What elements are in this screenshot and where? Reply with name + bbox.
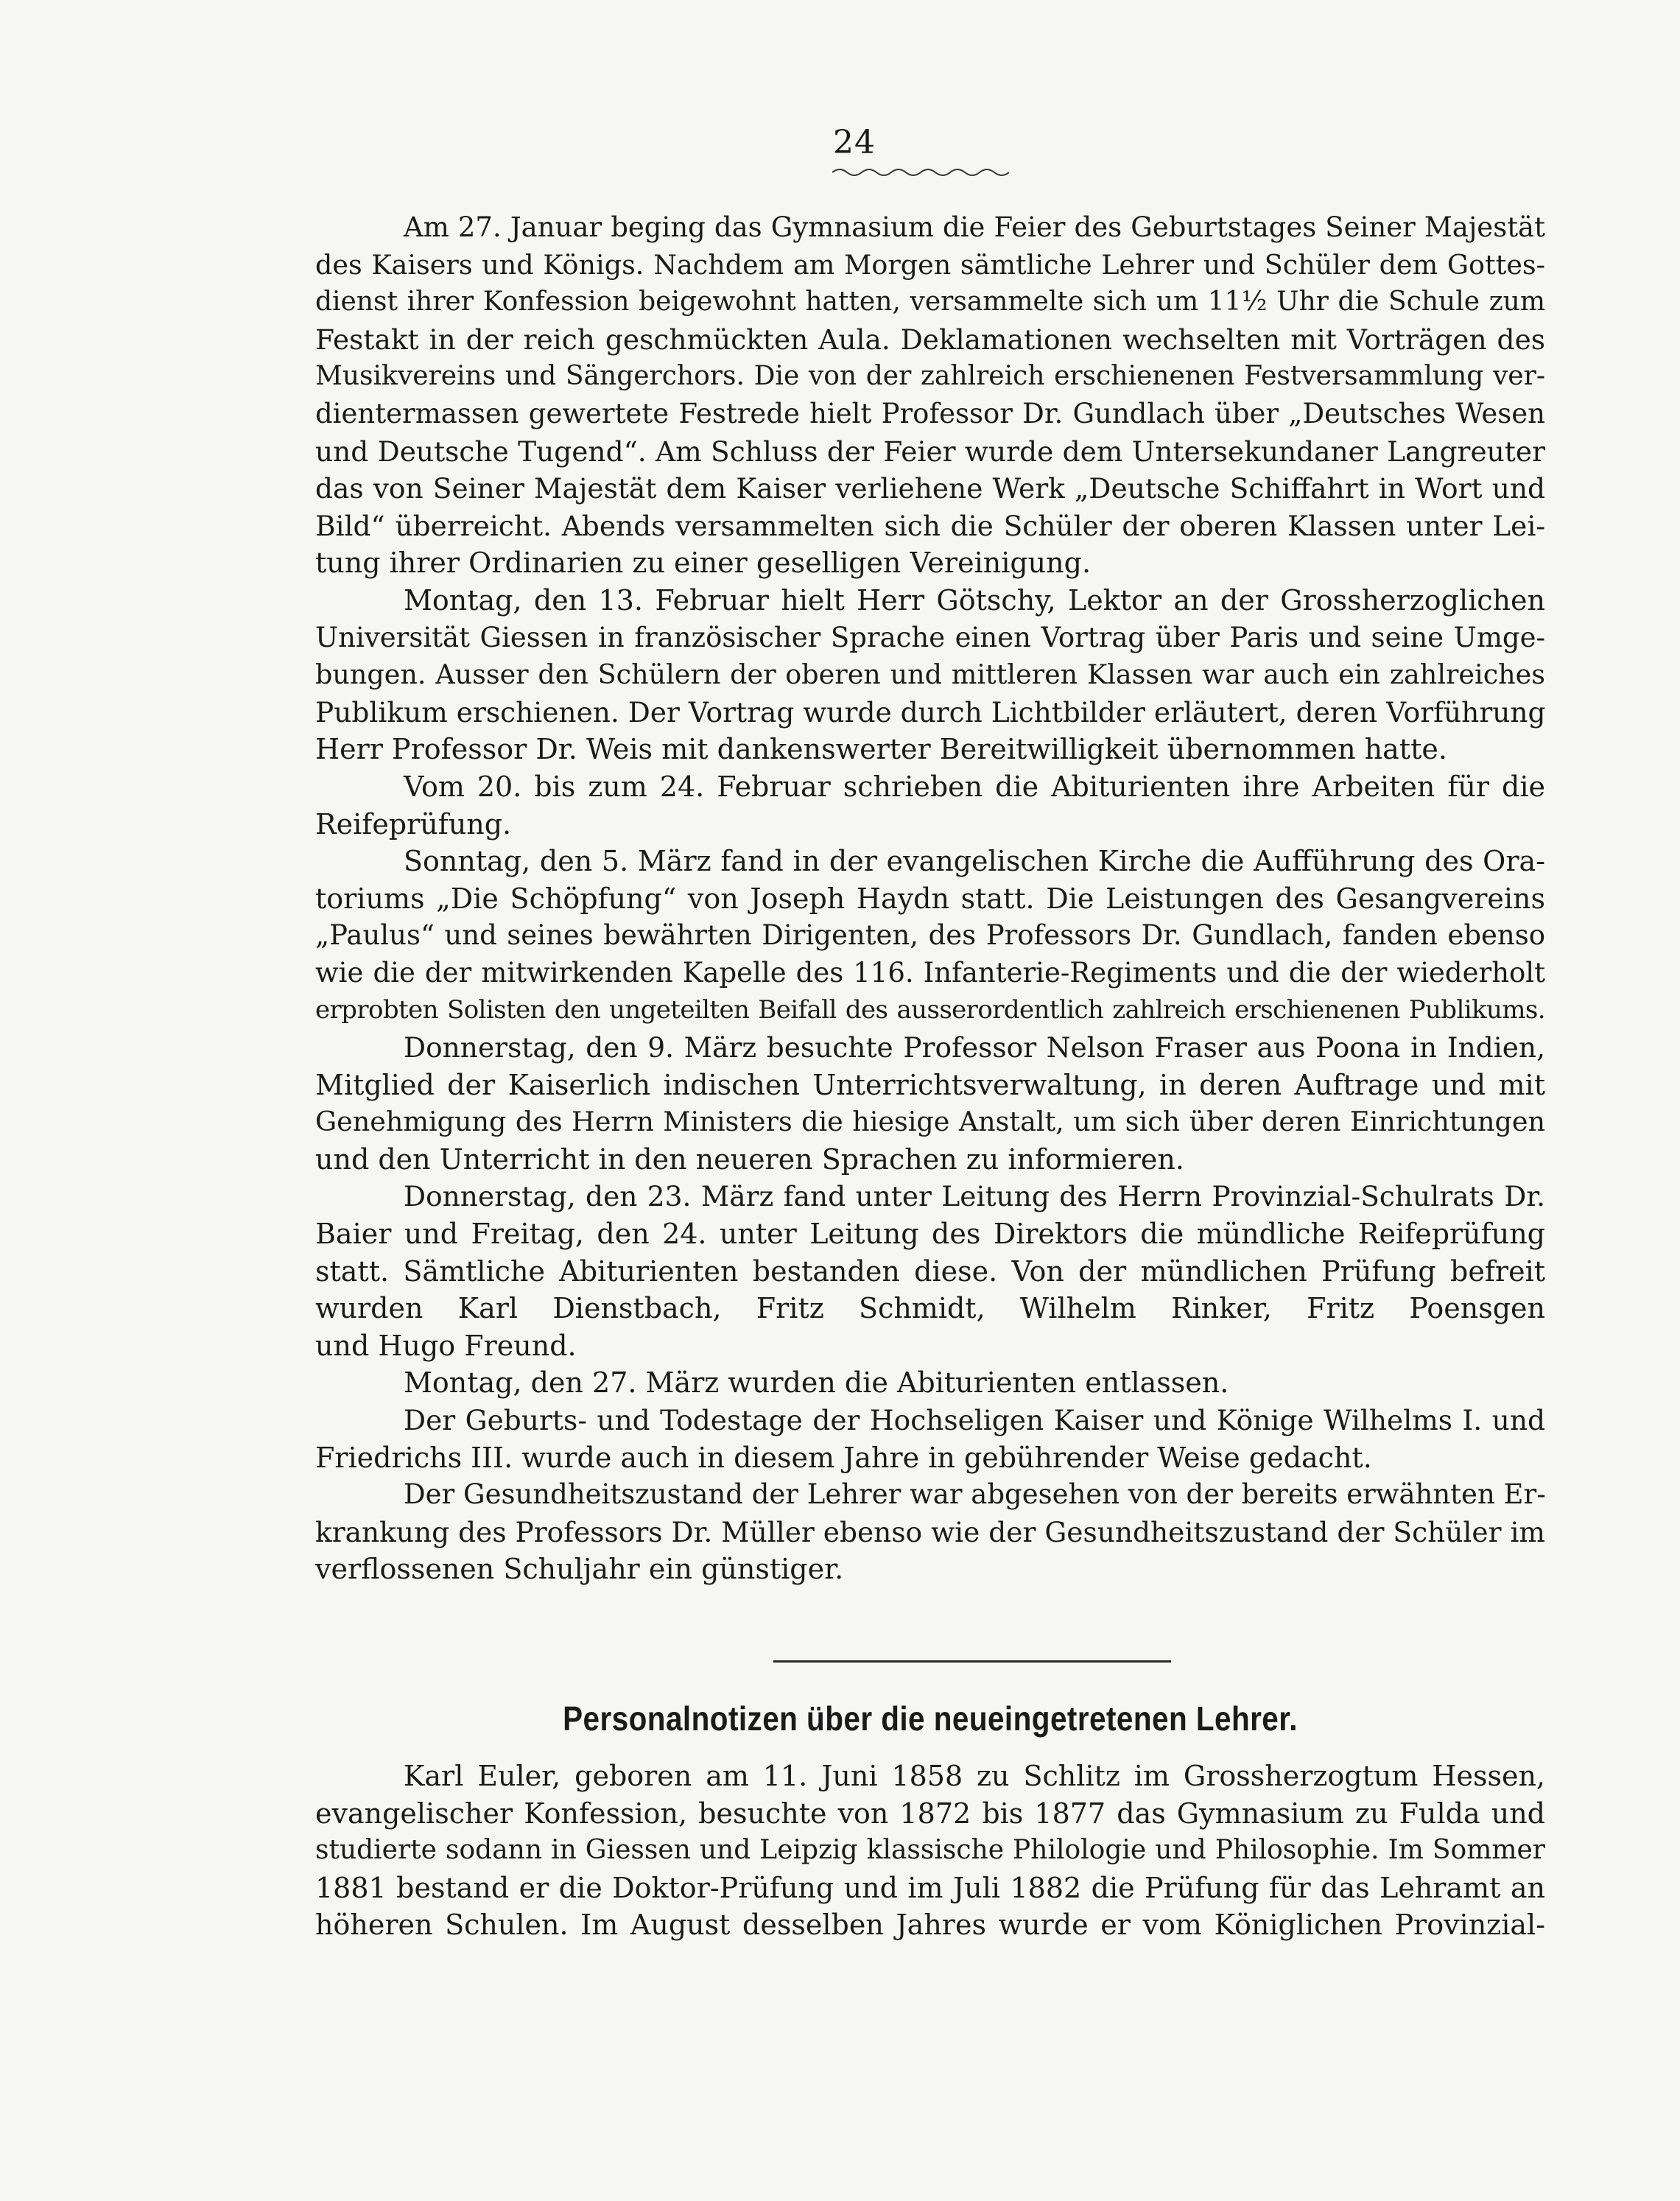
text-line: und Hugo Freund. <box>315 1329 577 1362</box>
text-line: Publikum erschienen. Der Vortrag wurde durch Lichtbilder erläutert, deren Vorführung <box>315 695 1546 729</box>
text-line: höheren Schulen. Im August desselben Jahres wurde er vom Königlichen Provinzial- <box>315 1909 1545 1942</box>
text-line: verflossenen Schuljahr ein günstiger. <box>315 1553 844 1586</box>
text-line: 1881 bestand er die Doktor-Prüfung und im Juli 1882 die Prüfung für das Lehramt an <box>315 1871 1545 1904</box>
text-line: Der Gesundheitszustand der Lehrer war abgesehen von der bereits erwähnten Er- <box>404 1478 1546 1511</box>
text-line: toriums „Die Schöpfung“ von Joseph Haydn statt. Die Leistungen des Gesangvereins <box>315 882 1545 915</box>
text-line: studierte sodann in Giessen und Leipzig klassische Philologie und Philosophie. Im Sommer <box>315 1835 1545 1866</box>
text-line: krankung des Professors Dr. Müller ebenso wie der Gesundheitszustand der Schüler im <box>315 1515 1545 1548</box>
text-line: Genehmigung des Herrn Ministers die hiesige Anstalt, um sich über deren Einrichtungen <box>315 1106 1545 1138</box>
text-line: Universität Giessen in französischer Sprache einen Vortrag über Paris und seine Umge- <box>315 621 1545 653</box>
text-line: dientermassen gewertete Festrede hielt Professor Dr. Gundlach über „Deutsches Wesen <box>315 397 1545 429</box>
section-heading: Personalnotizen über die neueingetretenen Lehrer. <box>563 1699 1298 1738</box>
paragraph-oratorio <box>315 843 1545 1029</box>
paragraph-dismissal <box>315 1364 1545 1402</box>
text-line: erprobten Solisten den ungeteilten Beifall des ausserordentlich zahlreich erschienenen Publikums. <box>315 995 1545 1025</box>
paragraph-written-exams <box>315 768 1545 843</box>
text-line: das von Seiner Majestät dem Kaiser verliehene Werk „Deutsche Schiffahrt in Wort und <box>315 472 1545 505</box>
paragraph-commemoration <box>315 1402 1545 1476</box>
text-line: Am 27. Januar beging das Gymnasium die Feier des Geburtstages Seiner Majestät <box>404 211 1545 243</box>
text-line: tung ihrer Ordinarien zu einer geselligen Vereinigung. <box>315 547 1092 580</box>
text-line: des Kaisers und Königs. Nachdem am Morgen sämtliche Lehrer und Schüler dem Gottes- <box>315 248 1545 281</box>
text-line: Musikvereins und Sängerchors. Die von der zahlreich erschienenen Festversammlung ver- <box>315 361 1545 392</box>
text-line: wurden Karl Dienstbach, Fritz Schmidt, Wilhelm Rinker, Fritz Poensgen <box>315 1292 1545 1325</box>
page-number-ornament <box>832 166 1009 178</box>
text-line: Mitglied der Kaiserlich indischen Unterrichtsverwaltung, in deren Auftrage und mit <box>315 1068 1545 1101</box>
text-line: Reifeprüfung. <box>315 807 512 840</box>
text-line: Vom 20. bis zum 24. Februar schrieben die Abiturienten ihre Arbeiten für die <box>404 770 1545 803</box>
paragraph-visit-fraser <box>315 1029 1545 1178</box>
text-line: Baier und Freitag, den 24. unter Leitung des Direktors die mündliche Reifeprüfung <box>315 1218 1545 1251</box>
text-line: bungen. Ausser den Schülern der oberen und mittleren Klassen war auch ein zahlreiches <box>315 659 1545 691</box>
text-line: Montag, den 27. März wurden die Abiturienten entlassen. <box>404 1366 1229 1400</box>
text-line: Karl Euler, geboren am 11. Juni 1858 zu Schlitz im Grossherzogtum Hessen, <box>404 1760 1545 1792</box>
text-line: Donnerstag, den 23. März fand unter Leitung des Herrn Provinzial-Schulrats Dr. <box>404 1180 1545 1213</box>
text-line: und Deutsche Tugend“. Am Schluss der Feier wurde dem Untersekundaner Langreuter <box>315 435 1545 468</box>
paragraph-lecture-paris <box>315 582 1545 768</box>
text-line: Sonntag, den 5. März fand in der evangelischen Kirche die Aufführung des Ora- <box>404 845 1545 878</box>
text-line: dienst ihrer Konfession beigewohnt hatten, versammelte sich um 11½ Uhr die Schule zum <box>315 287 1545 317</box>
text-line: Der Geburts- und Todestage der Hochseligen Kaiser und Könige Wilhelms I. und <box>404 1404 1545 1436</box>
text-line: Herr Professor Dr. Weis mit dankenswerter Bereitwilligkeit übernommen hatte. <box>315 733 1447 766</box>
paragraph-karl-euler <box>315 1758 1545 1944</box>
text-line: Friedrichs III. wurde auch in diesem Jahre in gebührender Weise gedacht. <box>315 1441 1372 1474</box>
text-line: evangelischer Konfession, besuchte von 1872 bis 1877 das Gymnasium zu Fulda und <box>315 1797 1545 1830</box>
text-line: statt. Sämtliche Abiturienten bestanden diese. Von der mündlichen Prüfung befreit <box>315 1254 1545 1288</box>
paragraph-birthday-celebration <box>315 209 1545 582</box>
page-number: 24 <box>833 124 876 161</box>
section-divider <box>773 1660 1171 1663</box>
body-text <box>315 209 1545 1588</box>
text-line: Festakt in der reich geschmückten Aula. Deklamationen wechselten mit Vorträgen des <box>315 323 1545 356</box>
text-line: Donnerstag, den 9. März besuchte Professor Nelson Fraser aus Poona in Indien, <box>404 1031 1545 1064</box>
text-line: Bild“ überreicht. Abends versammelten sich die Schüler der oberen Klassen unter Lei- <box>315 509 1545 542</box>
section-body-text <box>315 1758 1545 1944</box>
text-line: und den Unterricht in den neueren Sprachen zu informieren. <box>315 1142 1184 1176</box>
text-line: „Paulus“ und seines bewährten Dirigenten, des Professors Dr. Gundlach, fanden ebenso <box>315 919 1545 952</box>
paragraph-oral-exams <box>315 1178 1545 1364</box>
text-line: wie die der mitwirkenden Kapelle des 116. Infanterie-Regiments und die der wiederholt <box>315 956 1545 989</box>
text-line: Montag, den 13. Februar hielt Herr Götschy, Lektor an der Grossherzoglichen <box>404 583 1545 617</box>
paragraph-health <box>315 1476 1545 1588</box>
